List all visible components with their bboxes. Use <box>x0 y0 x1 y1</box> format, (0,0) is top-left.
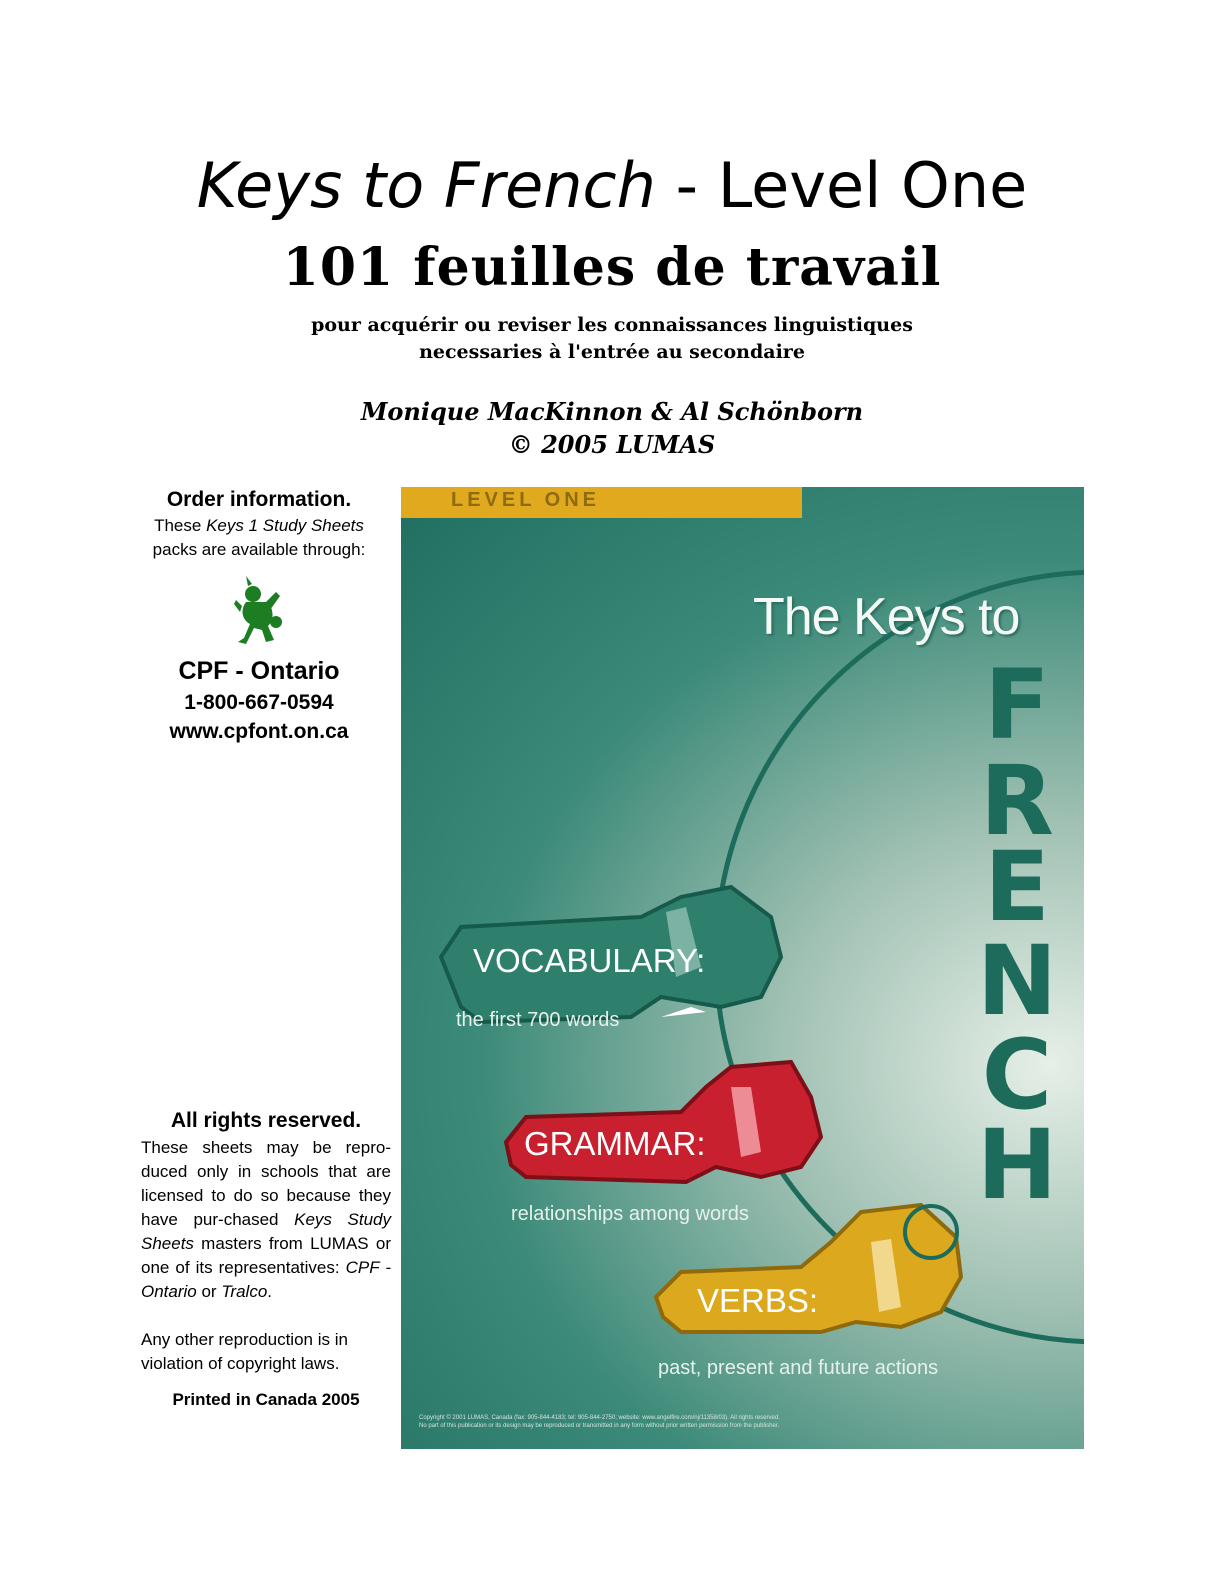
cpf-contact <box>128 655 390 746</box>
order-text-prefix: These <box>154 516 207 535</box>
rights-text: . <box>267 1282 273 1301</box>
cover-fine-print: Copyright © 2001 LUMAS, Canada (fax: 905-844-4183; tel: 905-844-2750; website: www.angelfire.com/nj/11358/03). All rights reserved. <box>419 1415 780 1421</box>
authors-block <box>0 395 1224 461</box>
french-letter: C <box>981 1019 1053 1131</box>
vocabulary-sub: the first 700 words <box>456 1009 620 1031</box>
rights-paragraph <box>141 1136 391 1304</box>
order-heading: Order information. <box>166 488 352 511</box>
cpf-mascot-logo-icon <box>234 572 284 648</box>
grammar-key-icon <box>506 1062 821 1182</box>
grammar-sub: relationships among words <box>511 1203 749 1225</box>
order-text-italic: Keys 1 Study Sheets <box>206 516 364 535</box>
french-letter: E <box>984 831 1050 943</box>
document-subtitle: 101 feuilles de travail <box>282 237 942 298</box>
order-text <box>128 514 390 562</box>
verbs-sub: past, present and future actions <box>658 1357 939 1379</box>
rights-text-italic: Keys Study Sheets <box>141 1210 391 1253</box>
authors: Monique MacKinnon & Al Schönborn <box>360 397 864 426</box>
title-italic: Keys to French <box>196 149 656 222</box>
french-letter: H <box>976 1109 1058 1221</box>
document-title <box>0 150 1224 222</box>
order-text-suffix: packs are available through: <box>152 540 366 559</box>
level-band-label: LEVEL ONE <box>451 489 600 511</box>
cpf-phone[interactable]: 1-800-667-0594 <box>184 691 334 714</box>
cover-fine-print: No part of this publication or its design may be reproduced or transmitted in any form without prior written permission from the publisher. <box>419 1423 780 1429</box>
rights-text: masters from LUMAS or one of its representatives: <box>141 1234 391 1277</box>
cpf-website-link[interactable]: www.cpfont.on.ca <box>169 720 349 743</box>
vocabulary-label: VOCABULARY: <box>473 942 706 979</box>
rights-text-italic: Tralco <box>221 1282 268 1301</box>
rights-heading: All rights reserved. <box>170 1109 362 1132</box>
french-letter: N <box>976 925 1058 1037</box>
rights-text: These sheets may be repro-duced only in schools that are licensed to do so because they have pur-chased <box>141 1138 391 1229</box>
rights-text-italic: CPF - Ontario <box>141 1258 392 1301</box>
french-letter: R <box>980 745 1054 857</box>
order-information <box>128 486 390 562</box>
french-letter: F <box>984 649 1050 761</box>
description-line: pour acquérir ou reviser les connaissances linguistiques <box>311 314 913 336</box>
rights-warning: Any other reproduction is in violation of copyright laws. <box>141 1330 348 1373</box>
cover-title: The Keys to <box>753 588 1020 646</box>
description-line: necessaries à l'entrée au secondaire <box>419 341 805 363</box>
copyright: © 2005 LUMAS <box>508 430 716 459</box>
rights-text: or <box>196 1282 222 1301</box>
grammar-label: GRAMMAR: <box>524 1125 706 1162</box>
verbs-label: VERBS: <box>697 1282 819 1319</box>
printed-note: Printed in Canada 2005 <box>172 1390 360 1409</box>
book-cover-image <box>401 487 1084 1449</box>
title-rest: - Level One <box>655 149 1028 222</box>
description <box>0 312 1224 366</box>
cpf-org-name: CPF - Ontario <box>178 657 340 685</box>
rights-section <box>141 1106 391 1412</box>
